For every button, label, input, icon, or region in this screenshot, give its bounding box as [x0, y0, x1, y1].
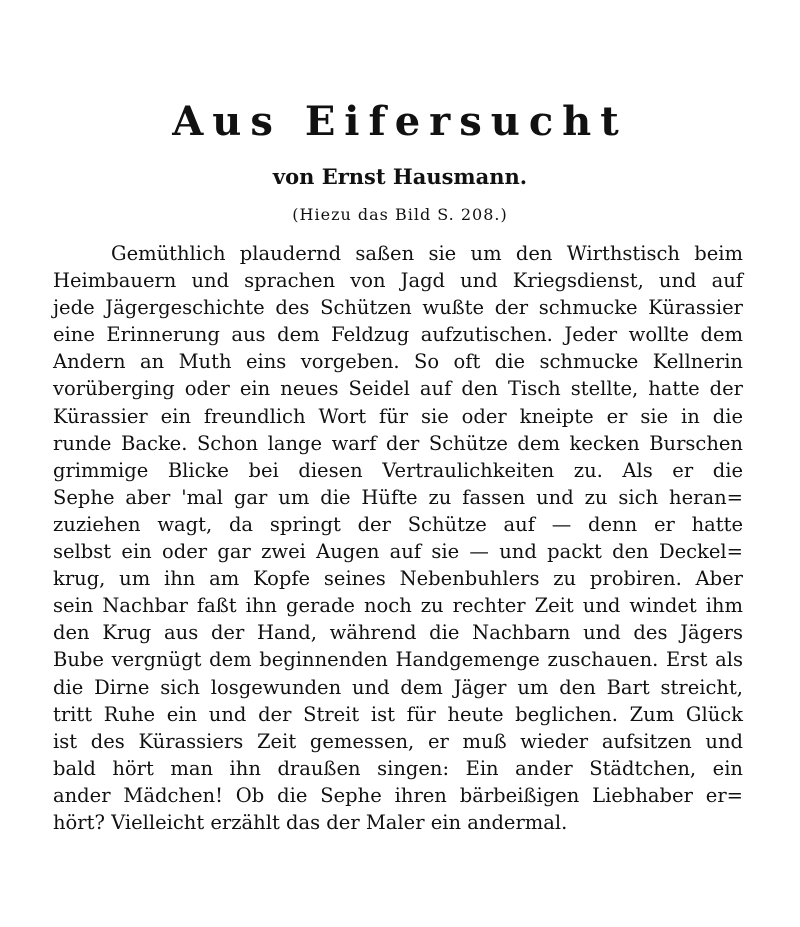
- text-line: jede Jägergeschichte des Schützen wußte der schmucke Kürassier: [53, 296, 743, 320]
- text-line: Sephe aber 'mal gar um die Hüfte zu fassen und zu sich heran=: [53, 485, 743, 509]
- text-line: bald hört man ihn draußen singen: Ein ander Städtchen, ein: [53, 756, 743, 780]
- text-line: grimmige Blicke bei diesen Vertraulichkeiten zu. Als er die: [53, 458, 743, 482]
- text-line: die Dirne sich losgewunden und dem Jäger um den Bart streicht,: [53, 675, 743, 699]
- text-line: eine Erinnerung aus dem Feldzug aufzutischen. Jeder wollte dem: [53, 323, 743, 347]
- article-body: [53, 240, 743, 836]
- text-line: krug, um ihn am Kopfe seines Nebenbuhlers zu probiren. Aber: [53, 567, 743, 591]
- text-line: Andern an Muth eins vorgeben. So oft die schmucke Kellnerin: [53, 350, 743, 374]
- text-line: runde Backe. Schon lange warf der Schütze dem kecken Burschen: [53, 431, 743, 455]
- text-line: hört? Vielleicht erzählt das der Maler ein andermal.: [53, 810, 568, 834]
- text-line: selbst ein oder gar zwei Augen auf sie — und packt den Deckel=: [53, 540, 743, 564]
- text-line: Kürassier ein freundlich Wort für sie oder kneipte er sie in die: [53, 404, 743, 428]
- text-line: ist des Kürassiers Zeit gemessen, er muß wieder aufsitzen und: [53, 729, 743, 753]
- text-line: zuziehen wagt, da springt der Schütze auf — denn er hatte: [53, 512, 743, 536]
- text-line: vorüberging oder ein neues Seidel auf den Tisch stellte, hatte der: [53, 377, 743, 401]
- text-line: den Krug aus der Hand, während die Nachbarn und des Jägers: [53, 621, 743, 645]
- article-author: von Ernst Hausmann.: [272, 164, 528, 189]
- image-reference-note: (Hiezu das Bild S. 208.): [292, 205, 508, 224]
- text-line: Bube vergnügt dem beginnenden Handgemenge zuschauen. Erst als: [53, 648, 743, 672]
- text-line: Gemüthlich plaudernd saßen sie um den Wirthstisch beim: [111, 242, 743, 265]
- text-line: tritt Ruhe ein und der Streit ist für heute beglichen. Zum Glück: [53, 702, 743, 726]
- text-line: sein Nachbar faßt ihn gerade noch zu rechter Zeit und windet ihm: [53, 594, 743, 618]
- text-line: ander Mädchen! Ob die Sephe ihren bärbeißigen Liebhaber er=: [53, 783, 743, 807]
- article-title: Aus Eifersucht: [172, 98, 628, 145]
- text-line: Heimbauern und sprachen von Jagd und Kriegsdienst, und auf: [53, 269, 743, 293]
